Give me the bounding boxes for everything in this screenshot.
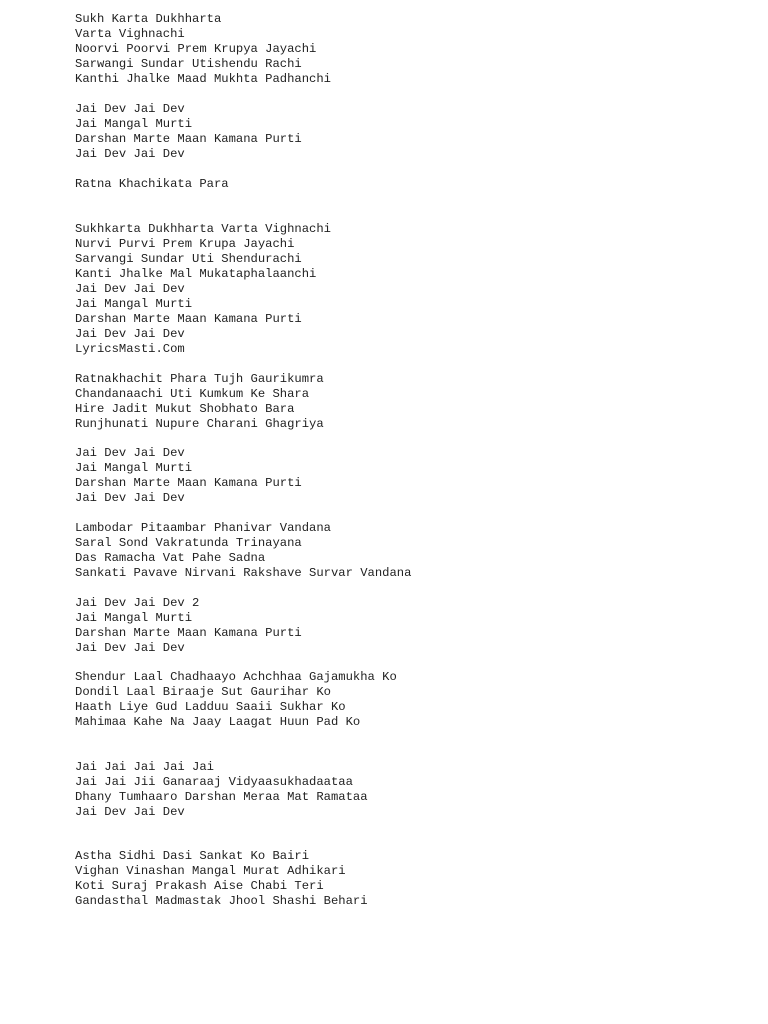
lyric-line: Jai Dev Jai Dev	[75, 641, 185, 655]
lyric-line: Jai Mangal Murti	[75, 297, 193, 311]
lyric-line: Jai Mangal Murti	[75, 611, 193, 625]
lyric-line: Ratnakhachit Phara Tujh Gaurikumra	[75, 372, 324, 386]
lyric-line: Gandasthal Madmastak Jhool Shashi Behari	[75, 894, 368, 908]
lyric-line: Noorvi Poorvi Prem Krupya Jayachi	[75, 42, 317, 56]
lyric-line: Haath Liye Gud Ladduu Saaii Sukhar Ko	[75, 700, 346, 714]
lyric-line: Sarvangi Sundar Uti Shendurachi	[75, 252, 302, 266]
lyric-line: Mahimaa Kahe Na Jaay Laagat Huun Pad Ko	[75, 715, 361, 729]
lyric-line: Shendur Laal Chadhaayo Achchhaa Gajamukha Ko	[75, 670, 397, 684]
lyric-line: Sukhkarta Dukhharta Varta Vighnachi	[75, 222, 331, 236]
lyric-line: Jai Jai Jai Jai Jai	[75, 760, 214, 774]
lyric-line: Vighan Vinashan Mangal Murat Adhikari	[75, 864, 346, 878]
lyric-line: Dondil Laal Biraaje Sut Gaurihar Ko	[75, 685, 331, 699]
lyric-line: Darshan Marte Maan Kamana Purti	[75, 132, 302, 146]
lyric-line: Hire Jadit Mukut Shobhato Bara	[75, 402, 295, 416]
lyric-line: Jai Jai Jii Ganaraaj Vidyaasukhadaataa	[75, 775, 353, 789]
lyric-line: Darshan Marte Maan Kamana Purti	[75, 312, 302, 326]
lyric-line: Jai Dev Jai Dev	[75, 491, 185, 505]
lyric-line: Astha Sidhi Dasi Sankat Ko Bairi	[75, 849, 310, 863]
lyric-line: Dhany Tumhaaro Darshan Meraa Mat Ramataa	[75, 790, 368, 804]
lyric-line: Jai Dev Jai Dev	[75, 102, 185, 116]
lyric-line: Darshan Marte Maan Kamana Purti	[75, 476, 302, 490]
lyric-line: Jai Dev Jai Dev	[75, 327, 185, 341]
lyric-line: Lambodar Pitaambar Phanivar Vandana	[75, 521, 331, 535]
lyric-line: Jai Dev Jai Dev	[75, 446, 185, 460]
lyric-line: Sankati Pavave Nirvani Rakshave Survar Vandana	[75, 566, 412, 580]
lyric-line: Jai Dev Jai Dev	[75, 147, 185, 161]
lyric-line: Runjhunati Nupure Charani Ghagriya	[75, 417, 324, 431]
lyric-line: Jai Dev Jai Dev	[75, 805, 185, 819]
lyric-line: Kanti Jhalke Mal Mukataphalaanchi	[75, 267, 317, 281]
lyric-line: Darshan Marte Maan Kamana Purti	[75, 626, 302, 640]
lyric-line: Jai Dev Jai Dev 2	[75, 596, 200, 610]
lyric-line: Kanthi Jhalke Maad Mukhta Padhanchi	[75, 72, 331, 86]
lyric-line: Jai Mangal Murti	[75, 117, 193, 131]
lyric-line: Jai Mangal Murti	[75, 461, 193, 475]
source-watermark-text: LyricsMasti.Com	[75, 342, 185, 356]
lyric-line: Nurvi Purvi Prem Krupa Jayachi	[75, 237, 295, 251]
lyric-line: Varta Vighnachi	[75, 27, 185, 41]
lyric-line: Ratna Khachikata Para	[75, 177, 229, 191]
lyric-line: Sukh Karta Dukhharta	[75, 12, 222, 26]
lyric-line: Das Ramacha Vat Pahe Sadna	[75, 551, 266, 565]
lyric-line: Jai Dev Jai Dev	[75, 282, 185, 296]
lyric-line: Chandanaachi Uti Kumkum Ke Shara	[75, 387, 310, 401]
lyric-line: Koti Suraj Prakash Aise Chabi Teri	[75, 879, 324, 893]
cropped-text-fragment	[75, 1018, 225, 1024]
lyric-line: Sarwangi Sundar Utishendu Rachi	[75, 57, 302, 71]
lyric-line: Saral Sond Vakratunda Trinayana	[75, 536, 302, 550]
